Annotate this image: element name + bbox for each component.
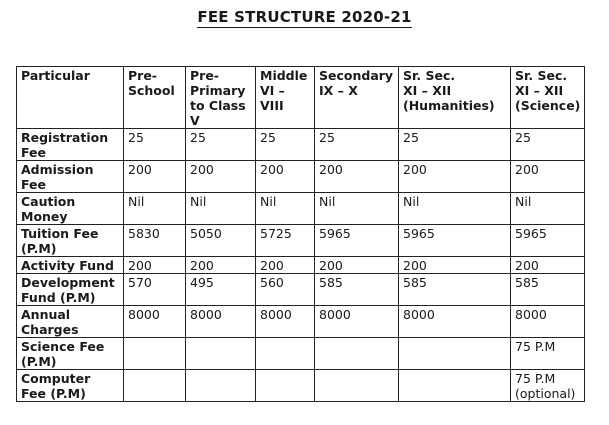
row-label: Tuition Fee (P.M) [17,225,124,257]
table-cell [186,370,256,402]
row-label: Admission Fee [17,161,124,193]
table-cell: 200 [399,161,511,193]
table-cell: 200 [256,161,315,193]
column-header-middle: Middle VI – VIII [256,67,315,129]
table-header-row [17,67,585,129]
row-label: Registration Fee [17,129,124,161]
table-cell: 25 [256,129,315,161]
table-cell: 25 [399,129,511,161]
table-cell: 560 [256,274,315,306]
table-cell: 75 P.M (optional) [511,370,585,402]
table-cell: 5050 [186,225,256,257]
table-row [17,193,585,225]
table-cell: 200 [399,257,511,274]
column-header-pre-school: Pre- School [124,67,186,129]
table-cell: Nil [256,193,315,225]
table-cell: 495 [186,274,256,306]
fee-structure-table [16,66,585,402]
table-cell: 75 P.M [511,338,585,370]
table-cell [124,338,186,370]
table-cell: 570 [124,274,186,306]
table-cell: 200 [256,257,315,274]
table-cell [256,370,315,402]
table-row [17,370,585,402]
table-cell: 585 [315,274,399,306]
table-row [17,161,585,193]
table-cell: 200 [315,161,399,193]
table-cell: Nil [186,193,256,225]
table-cell: 8000 [186,306,256,338]
table-row [17,338,585,370]
table-cell: 8000 [315,306,399,338]
table-cell: 200 [186,257,256,274]
table-cell: 200 [124,161,186,193]
table-cell: Nil [124,193,186,225]
row-label: Caution Money [17,193,124,225]
table-cell [399,370,511,402]
table-row [17,306,585,338]
table-cell: Nil [511,193,585,225]
column-header-sr-sec-humanities: Sr. Sec. XI – XII (Humanities) [399,67,511,129]
table-row [17,129,585,161]
table-cell: Nil [315,193,399,225]
column-header-secondary: Secondary IX – X [315,67,399,129]
table-cell: 5830 [124,225,186,257]
table-cell: 200 [511,257,585,274]
table-cell: 8000 [256,306,315,338]
table-cell [315,370,399,402]
table-cell: 5965 [315,225,399,257]
table-cell: 25 [186,129,256,161]
table-row [17,225,585,257]
table-cell: 200 [124,257,186,274]
table-cell: 200 [186,161,256,193]
table-row [17,274,585,306]
table-cell: 5965 [399,225,511,257]
table-cell [399,338,511,370]
page-title [0,8,609,26]
table-cell: 25 [315,129,399,161]
table-cell: 585 [511,274,585,306]
table-row [17,257,585,274]
table-cell: 5965 [511,225,585,257]
column-header-pre-primary: Pre- Primary to Class V [186,67,256,129]
page-title-text: FEE STRUCTURE 2020-21 [197,8,412,26]
row-label: Annual Charges [17,306,124,338]
table-cell: Nil [399,193,511,225]
table-cell: 585 [399,274,511,306]
table-cell: 25 [511,129,585,161]
table-cell: 8000 [124,306,186,338]
table-cell [124,370,186,402]
row-label: Activity Fund [17,257,124,274]
row-label: Science Fee (P.M) [17,338,124,370]
table-cell: 200 [511,161,585,193]
table-cell [256,338,315,370]
table-cell: 200 [315,257,399,274]
table-cell: 8000 [399,306,511,338]
column-header-particular: Particular [17,67,124,129]
column-header-sr-sec-science: Sr. Sec. XI – XII (Science) [511,67,585,129]
table-cell: 25 [124,129,186,161]
table-cell [186,338,256,370]
table-cell: 8000 [511,306,585,338]
table-cell: 5725 [256,225,315,257]
row-label: Development Fund (P.M) [17,274,124,306]
table-cell [315,338,399,370]
row-label: Computer Fee (P.M) [17,370,124,402]
